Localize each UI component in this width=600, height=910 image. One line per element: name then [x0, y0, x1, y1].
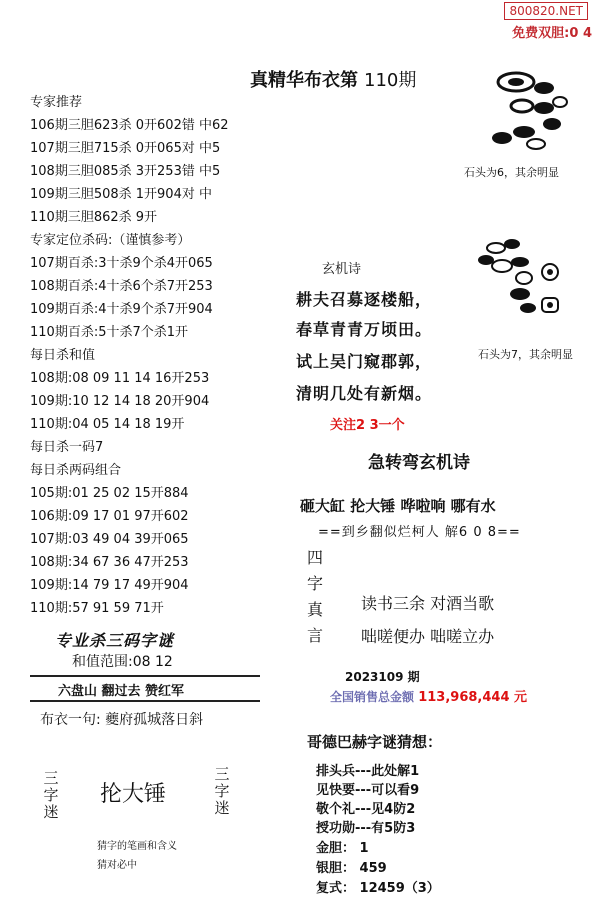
truth-line: 咄嗟便办 咄嗟立办	[361, 627, 495, 646]
hint-line: 猜字的笔画和含义	[97, 841, 177, 852]
list-item: 108期三胆085杀 3开253错 中5	[30, 164, 221, 179]
sanzi-right: 三字迷	[214, 765, 230, 817]
list-item: 108期百杀:4十杀6个杀7开253	[30, 279, 213, 294]
title-text: 真精华布衣第	[250, 70, 358, 91]
list-item: 109期百杀:4十杀9个杀7开904	[30, 302, 213, 317]
goldbach-line: 敬个礼---见4防2	[316, 802, 416, 817]
riddle-line: 砸大缸 抡大锤 哗啦响 哪有水	[300, 497, 496, 515]
poem-title: 玄机诗	[322, 262, 362, 277]
hint-line: 猜对必中	[97, 860, 137, 871]
free-double-label: 免费双胆:0 4	[512, 26, 592, 41]
goldbach-line: 见快要---可以看9	[316, 783, 420, 798]
list-item: 108期:08 09 11 14 16开253	[30, 371, 210, 386]
list-item: 110期三胆862杀 9开	[30, 210, 158, 225]
list-item: 110期:04 05 14 18 19开	[30, 417, 185, 432]
stone-puzzle-1-image	[478, 62, 588, 162]
stone-puzzle-2-image	[472, 232, 582, 342]
expert-title: 专家推荐	[30, 95, 83, 110]
buyi-sentence: 布衣一句: 夔府孤城落日斜	[40, 712, 204, 728]
poem-line: 耕夫召募逐楼船，	[296, 290, 433, 309]
goldbach-title: 哥德巴赫字谜猜想：	[307, 733, 443, 751]
focus-note: 关注2 3一个	[330, 418, 405, 433]
poem-line: 试上吴门窥郡郭，	[296, 352, 433, 371]
divider	[30, 700, 260, 702]
four-char-label: 真	[307, 600, 324, 619]
list-item: 107期百杀:3十杀9个杀4开065	[30, 256, 213, 271]
silver-dan: 银胆： 459	[316, 861, 387, 876]
lottery-issue: 2023109 期	[345, 670, 420, 684]
list-item: 110期百杀:5十杀7个杀1开	[30, 325, 189, 340]
list-item: 106期三胆623杀 0开602错 中62	[30, 118, 229, 133]
sanzi-left: 三字迷	[43, 769, 59, 821]
divider	[30, 675, 260, 677]
goldbach-line: 排头兵---此处解1	[316, 764, 420, 779]
issue-number: 110期	[364, 70, 417, 91]
daily-sum-title: 每日杀和值	[30, 348, 96, 363]
poem-line: 春草青青万顷田。	[296, 320, 433, 339]
sales-amount: 113,968,444 元	[418, 690, 528, 705]
list-item: 107期三胆715杀 0开065对 中5	[30, 141, 221, 156]
sales-label: 全国销售总金额	[330, 690, 415, 704]
special-title: 专业杀三码字谜	[55, 631, 175, 650]
list-item: 105期:01 25 02 15开884	[30, 486, 189, 501]
stone-caption-1: 石头为6，其余明显	[464, 166, 559, 179]
gold-dan: 金胆： 1	[316, 841, 369, 856]
goldbach-line: 授功勋---有5防3	[316, 821, 416, 836]
page-title	[250, 66, 416, 92]
truth-line: 读书三余 对酒当歌	[361, 594, 495, 613]
riddle-answer-line: ==到乡翻似烂柯人 解6 0 8==	[318, 525, 521, 540]
list-item: 106期:09 17 01 97开602	[30, 509, 189, 524]
daily-two-title: 每日杀两码组合	[30, 463, 122, 478]
stone-caption-2: 石头为7，其余明显	[478, 348, 573, 361]
list-item: 107期:03 49 04 39开065	[30, 532, 189, 547]
site-badge: 800820.NET	[504, 2, 588, 20]
position-title: 专家定位杀码:（谨慎参考）	[30, 233, 191, 248]
four-char-label: 言	[307, 626, 324, 645]
poem-line: 清明几处有新烟。	[296, 384, 433, 403]
four-char-label: 四	[307, 548, 324, 567]
list-item: 109期三胆508杀 1开904对 中	[30, 187, 212, 202]
liupan-line: 六盘山 翻过去 赞红军	[58, 684, 185, 699]
list-item: 109期:14 79 17 49开904	[30, 578, 189, 593]
riddle-section-title: 急转弯玄机诗	[368, 453, 470, 473]
compound-line: 复式： 12459（3）	[316, 881, 440, 896]
sales-total	[330, 686, 527, 705]
list-item: 110期:57 91 59 71开	[30, 601, 164, 616]
lunda-riddle: 抡大锤	[100, 782, 167, 807]
list-item: 109期:10 12 14 18 20开904	[30, 394, 210, 409]
four-char-label: 字	[307, 574, 324, 593]
list-item: 108期:34 67 36 47开253	[30, 555, 189, 570]
daily-one-kill: 每日杀一码7	[30, 440, 104, 455]
sum-range: 和值范围:08 12	[72, 654, 173, 670]
